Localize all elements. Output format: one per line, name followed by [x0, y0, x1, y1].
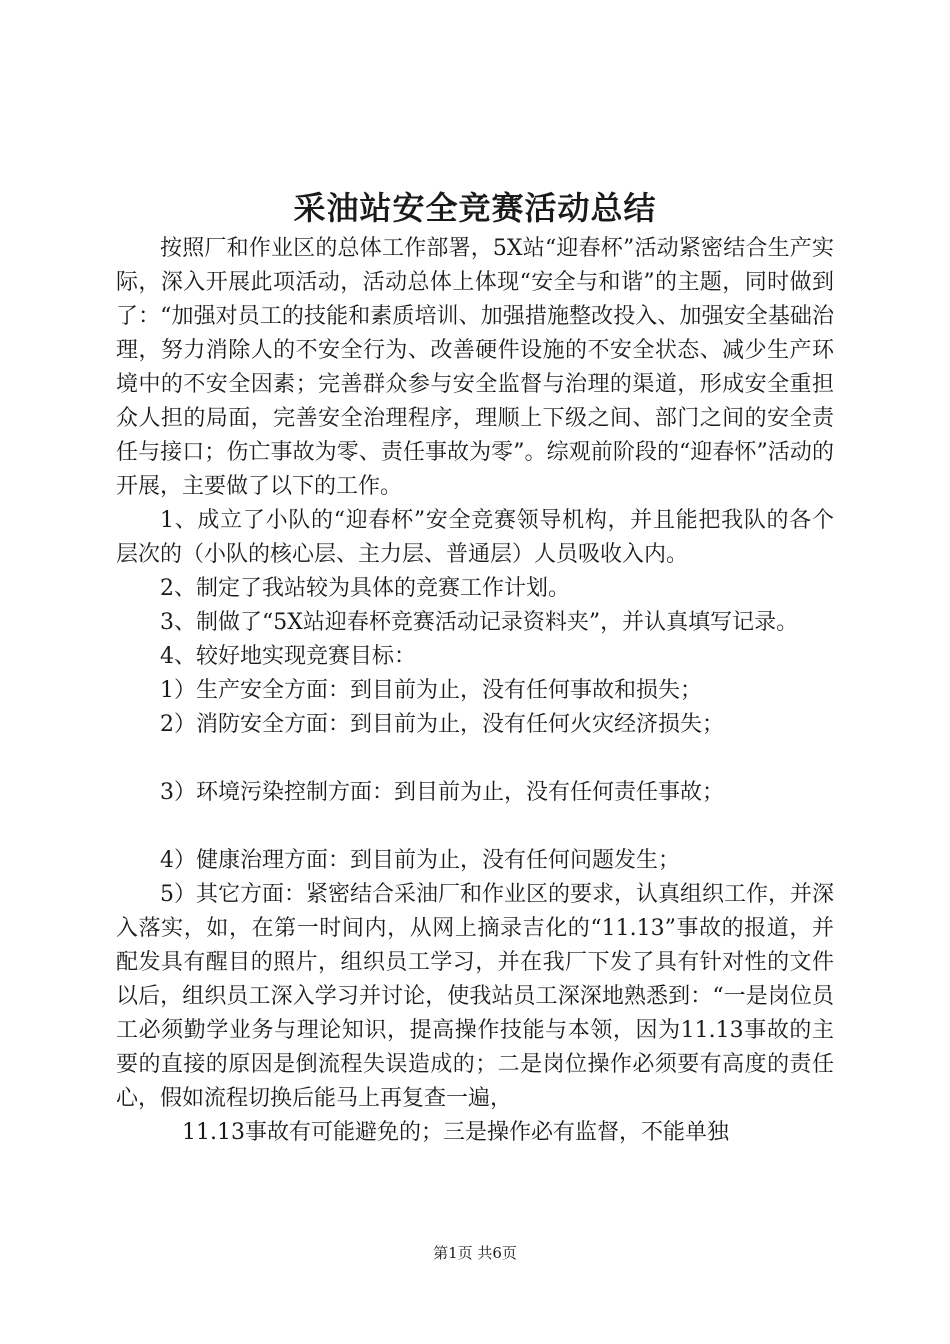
- paragraph-sub-3: 3）环境污染控制方面：到目前为止，没有任何责任事故；: [160, 780, 724, 805]
- paragraph-continuation: 11.13事故有可能避免的；三是操作必有监督，不能单独: [182, 1120, 729, 1145]
- paragraph-item-2: 2、制定了我站较为具体的竞赛工作计划。: [160, 576, 570, 601]
- paragraph-item-1: 1、成立了小队的“迎春杯”安全竞赛领导机构，并且能把我队的各个层次的（小队的核心层、主力层、普通层）人员吸收入内。: [116, 508, 834, 567]
- paragraph-item-4: 4、较好地实现竞赛目标：: [160, 644, 416, 669]
- paragraph-item-3: 3、制做了“5X站迎春杯竞赛活动记录资料夹”，并认真填写记录。: [160, 610, 799, 635]
- document-body: [116, 232, 834, 1150]
- paragraph-sub-5: 5）其它方面：紧密结合采油厂和作业区的要求，认真组织工作，并深入落实，如，在第一时间内，从网上摘录吉化的“11.13”事故的报道，并配发具有醒目的照片，组织员工学习，并在我厂下发了具有针对性的文件以后，组织员工深入学习并讨论，使我站员工深深地熟悉到：“一是岗位员工必须勤学业务与理论知识，提高操作技能与本领，因为11.13事故的主要的直接的原因是倒流程失误造成的；二是岗位操作必须要有高度的责任心，假如流程切换后能马上再复查一遍，: [116, 882, 834, 1111]
- paragraph-sub-2: 2）消防安全方面：到目前为止，没有任何火灾经济损失；: [160, 712, 724, 737]
- paragraph-sub-4: 4）健康治理方面：到目前为止，没有任何问题发生；: [160, 848, 680, 873]
- page-number-footer: 第1页 共6页: [433, 1244, 517, 1262]
- paragraph-intro: 按照厂和作业区的总体工作部署，5X站“迎春杯”活动紧密结合生产实际，深入开展此项活动，活动总体上体现“安全与和谐”的主题，同时做到了：“加强对员工的技能和素质培训、加强措施整改投入、加强安全基础治理，努力消除人的不安全行为、改善硬件设施的不安全状态、减少生产环境中的不安全因素；完善群众参与安全监督与治理的渠道，形成安全重担众人担的局面，完善安全治理程序，理顺上下级之间、部门之间的安全责任与接口；伤亡事故为零、责任事故为零”。综观前阶段的“迎春怀”活动的开展，主要做了以下的工作。: [116, 236, 834, 499]
- paragraph-sub-1: 1）生产安全方面：到目前为止，没有任何事故和损失；: [160, 678, 702, 703]
- page-title: 采油站安全竞赛活动总结: [293, 189, 657, 227]
